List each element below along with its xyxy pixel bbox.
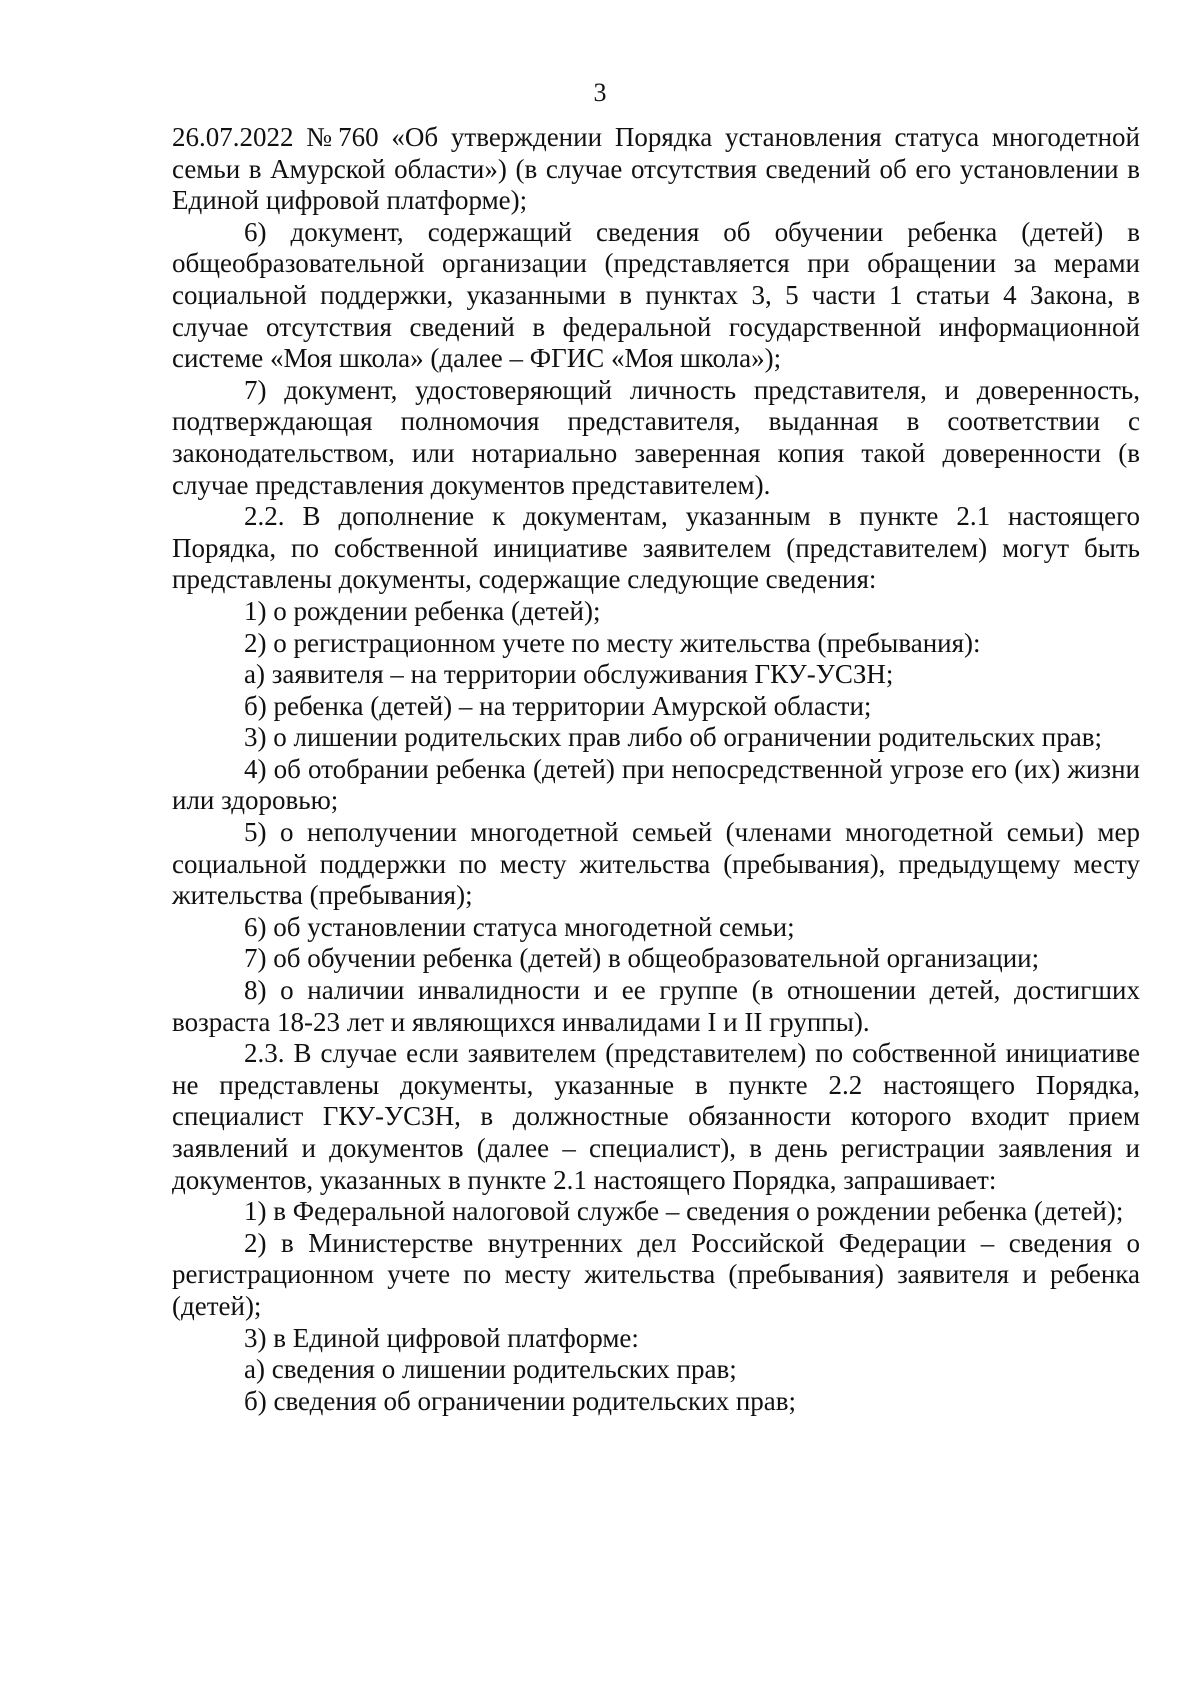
page-number: 3 [593, 78, 607, 107]
paragraph: 2.2. В дополнение к документам, указанным в пункте 2.1 настоящего Порядка, по собственной инициативе заявителем (представителем) могут быть представлены документы, содержащие следующие сведения: [172, 501, 1140, 595]
paragraph: 26.07.2022 №760 «Об утверждении Порядка установления статуса многодетной семьи в Амурской области») (в случае отсутствия сведений об его установлении в Единой цифровой платформе); [172, 122, 1140, 216]
paragraph: 3) о лишении родительских прав либо об ограничении родительских прав; [244, 722, 1102, 753]
paragraph: 3) в Единой цифровой платформе: [244, 1322, 639, 1353]
paragraph: а) заявителя – на территории обслуживания ГКУ-УСЗН; [244, 659, 894, 690]
paragraph: 2) в Министерстве внутренних дел Российской Федерации – сведения о регистрационном учете по месту жительства (пребывания) заявителя и ребенка (детей); [172, 1227, 1140, 1321]
paragraph: 1) о рождении ребенка (детей); [244, 595, 601, 626]
paragraph: 7) документ, удостоверяющий личность представителя, и доверенность, подтверждающая полномочия представителя, выданная в соответствии с законодательством, или нотариально заверенная копия такой доверенности (в случае представления документов представителем). [172, 374, 1140, 500]
paragraph: 4) об отобрании ребенка (детей) при непосредственной угрозе его (их) жизни или здоровью; [172, 753, 1140, 816]
document-body [172, 122, 1140, 1417]
paragraph: 2) о регистрационном учете по месту жительства (пребывания): [244, 627, 981, 658]
paragraph: б) ребенка (детей) – на территории Амурской области; [244, 690, 872, 721]
paragraph: 5) о неполучении многодетной семьей (членами многодетной семьи) мер социальной поддержки по месту жительства (пребывания), предыдущему месту жительства (пребывания); [172, 817, 1140, 911]
paragraph: б) сведения об ограничении родительских прав; [244, 1385, 797, 1416]
paragraph: 2.3. В случае если заявителем (представителем) по собственной инициативе не представлены документы, указанные в пункте 2.2 настоящего Порядка, специалист ГКУ-УСЗН, в должностные обязанности которого входит прием заявлений и документов (далее – специалист), в день регистрации заявления и документов, указанных в пункте 2.1 настоящего Порядка, запрашивает: [172, 1038, 1140, 1195]
paragraph: 7) об обучении ребенка (детей) в общеобразовательной организации; [244, 943, 1040, 974]
paragraph: 8) о наличии инвалидности и ее группе (в отношении детей, достигших возраста 18-23 лет и являющихся инвалидами I и II группы). [172, 975, 1140, 1037]
paragraph: 6) документ, содержащий сведения об обучении ребенка (детей) в общеобразовательной организации (представляется при обращении за мерами социальной поддержки, указанными в пунктах 3, 5 части 1 статьи 4 Закона, в случае отсутствия сведений в федеральной государственной информационной системе «Моя школа» (далее – ФГИС «Моя школа»); [172, 216, 1140, 374]
paragraph: 6) об установлении статуса многодетной семьи; [244, 911, 795, 942]
paragraph: а) сведения о лишении родительских прав; [244, 1354, 737, 1385]
paragraph: 1) в Федеральной налоговой службе – сведения о рождении ребенка (детей); [244, 1196, 1124, 1227]
